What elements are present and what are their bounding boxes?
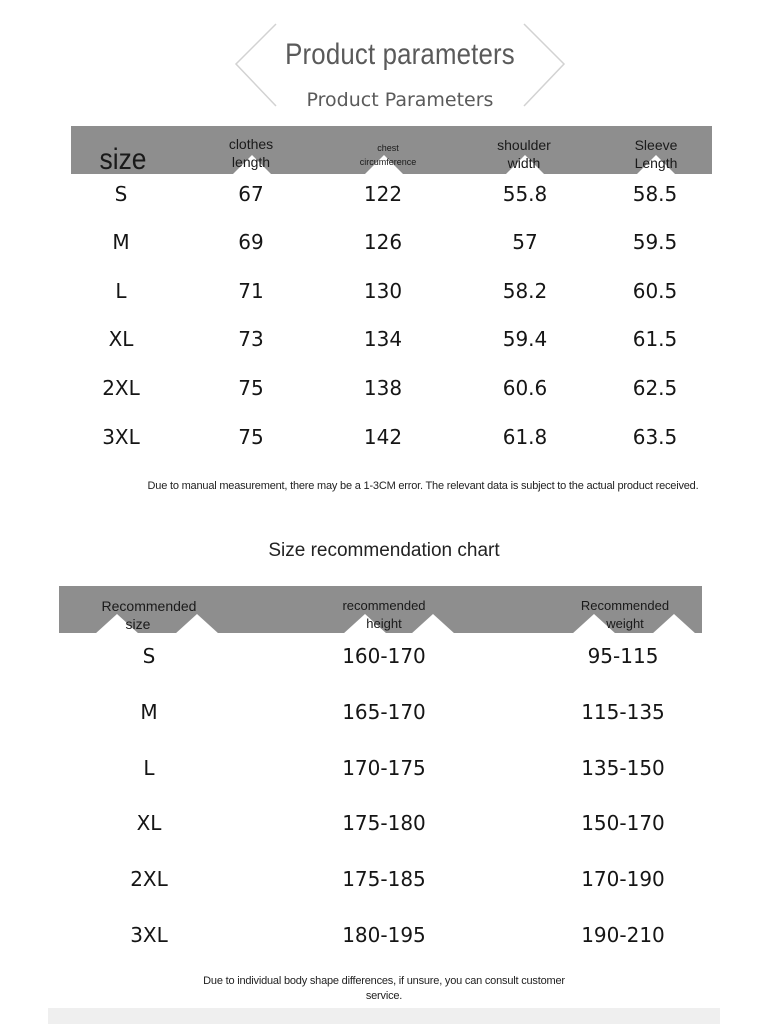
cell-sleeve: 58.5 [632, 182, 678, 206]
table-row [0, 227, 768, 257]
cell-weight: 150-170 [581, 811, 665, 835]
header-size: size [99, 143, 147, 176]
table-row [0, 373, 768, 403]
cell-sleeve: 61.5 [632, 327, 678, 351]
header-recommended-height: recommended height [342, 598, 426, 631]
cell-chest: 134 [363, 327, 403, 351]
cell-size: 2XL [102, 376, 140, 400]
cell-shoulder: 57 [512, 230, 538, 254]
cell-weight: 135-150 [581, 756, 665, 780]
cell-size: M [140, 700, 158, 724]
cell-size: L [115, 279, 127, 303]
cell-size: 3XL [130, 923, 168, 947]
cell-clothes-length: 75 [238, 425, 264, 449]
cell-size: S [114, 182, 128, 206]
cell-sleeve: 59.5 [632, 230, 678, 254]
cell-height: 160-170 [342, 644, 426, 668]
cell-sleeve: 62.5 [632, 376, 678, 400]
bottom-divider [48, 1008, 720, 1024]
cell-chest: 130 [363, 279, 403, 303]
header-sleeve-length: Sleeve Length [634, 137, 678, 171]
cell-shoulder: 59.4 [502, 327, 548, 351]
table-row [0, 276, 768, 306]
cell-chest: 138 [363, 376, 403, 400]
header-chest-circumference: chest circumference [359, 143, 417, 167]
table-row [0, 808, 768, 838]
cell-sleeve: 60.5 [632, 279, 678, 303]
cell-sleeve: 63.5 [632, 425, 678, 449]
table-row [0, 179, 768, 209]
cell-chest: 122 [363, 182, 403, 206]
cell-size: 3XL [102, 425, 140, 449]
page-subtitle: Product Parameters [306, 89, 494, 111]
cell-height: 165-170 [342, 700, 426, 724]
cell-clothes-length: 67 [238, 182, 264, 206]
cell-shoulder: 61.8 [502, 425, 548, 449]
header-recommended-size: Recommended size [101, 598, 197, 632]
cell-size: S [142, 644, 156, 668]
header-shoulder-width: shoulder width [497, 137, 551, 171]
table-row [0, 422, 768, 452]
cell-weight: 95-115 [587, 644, 659, 668]
table-row [0, 641, 768, 671]
cell-chest: 126 [363, 230, 403, 254]
cell-size: 2XL [130, 867, 168, 891]
cell-shoulder: 58.2 [502, 279, 548, 303]
table-row [0, 920, 768, 950]
cell-size: M [112, 230, 130, 254]
table-row [0, 324, 768, 354]
cell-weight: 115-135 [581, 700, 665, 724]
cell-height: 170-175 [342, 756, 426, 780]
cell-clothes-length: 73 [238, 327, 264, 351]
cell-clothes-length: 69 [238, 230, 264, 254]
table-row [0, 697, 768, 727]
cell-clothes-length: 75 [238, 376, 264, 400]
cell-size: XL [108, 327, 134, 351]
cell-height: 175-180 [342, 811, 426, 835]
cell-weight: 190-210 [581, 923, 665, 947]
page-title: Product parameters [285, 38, 515, 71]
body-shape-note-line: Due to individual body shape differences, if unsure, you can consult customer [203, 975, 565, 987]
cell-height: 175-185 [342, 867, 426, 891]
cell-size: XL [136, 811, 162, 835]
body-shape-note-line: service. [365, 990, 403, 1002]
table-row [0, 864, 768, 894]
section-title: Size recommendation chart [268, 540, 500, 561]
body-shape-note [184, 974, 584, 1004]
cell-size: L [143, 756, 155, 780]
header-clothes-length: clothes length [228, 136, 274, 170]
cell-chest: 142 [363, 425, 403, 449]
measurement-note: Due to manual measurement, there may be a 1-3CM error. The relevant data is subject to the actual product received. [147, 480, 699, 492]
cell-shoulder: 60.6 [502, 376, 548, 400]
table-row [0, 753, 768, 783]
cell-height: 180-195 [342, 923, 426, 947]
cell-clothes-length: 71 [238, 279, 264, 303]
cell-weight: 170-190 [581, 867, 665, 891]
header-recommended-weight: Recommended weight [580, 598, 670, 631]
cell-shoulder: 55.8 [502, 182, 548, 206]
